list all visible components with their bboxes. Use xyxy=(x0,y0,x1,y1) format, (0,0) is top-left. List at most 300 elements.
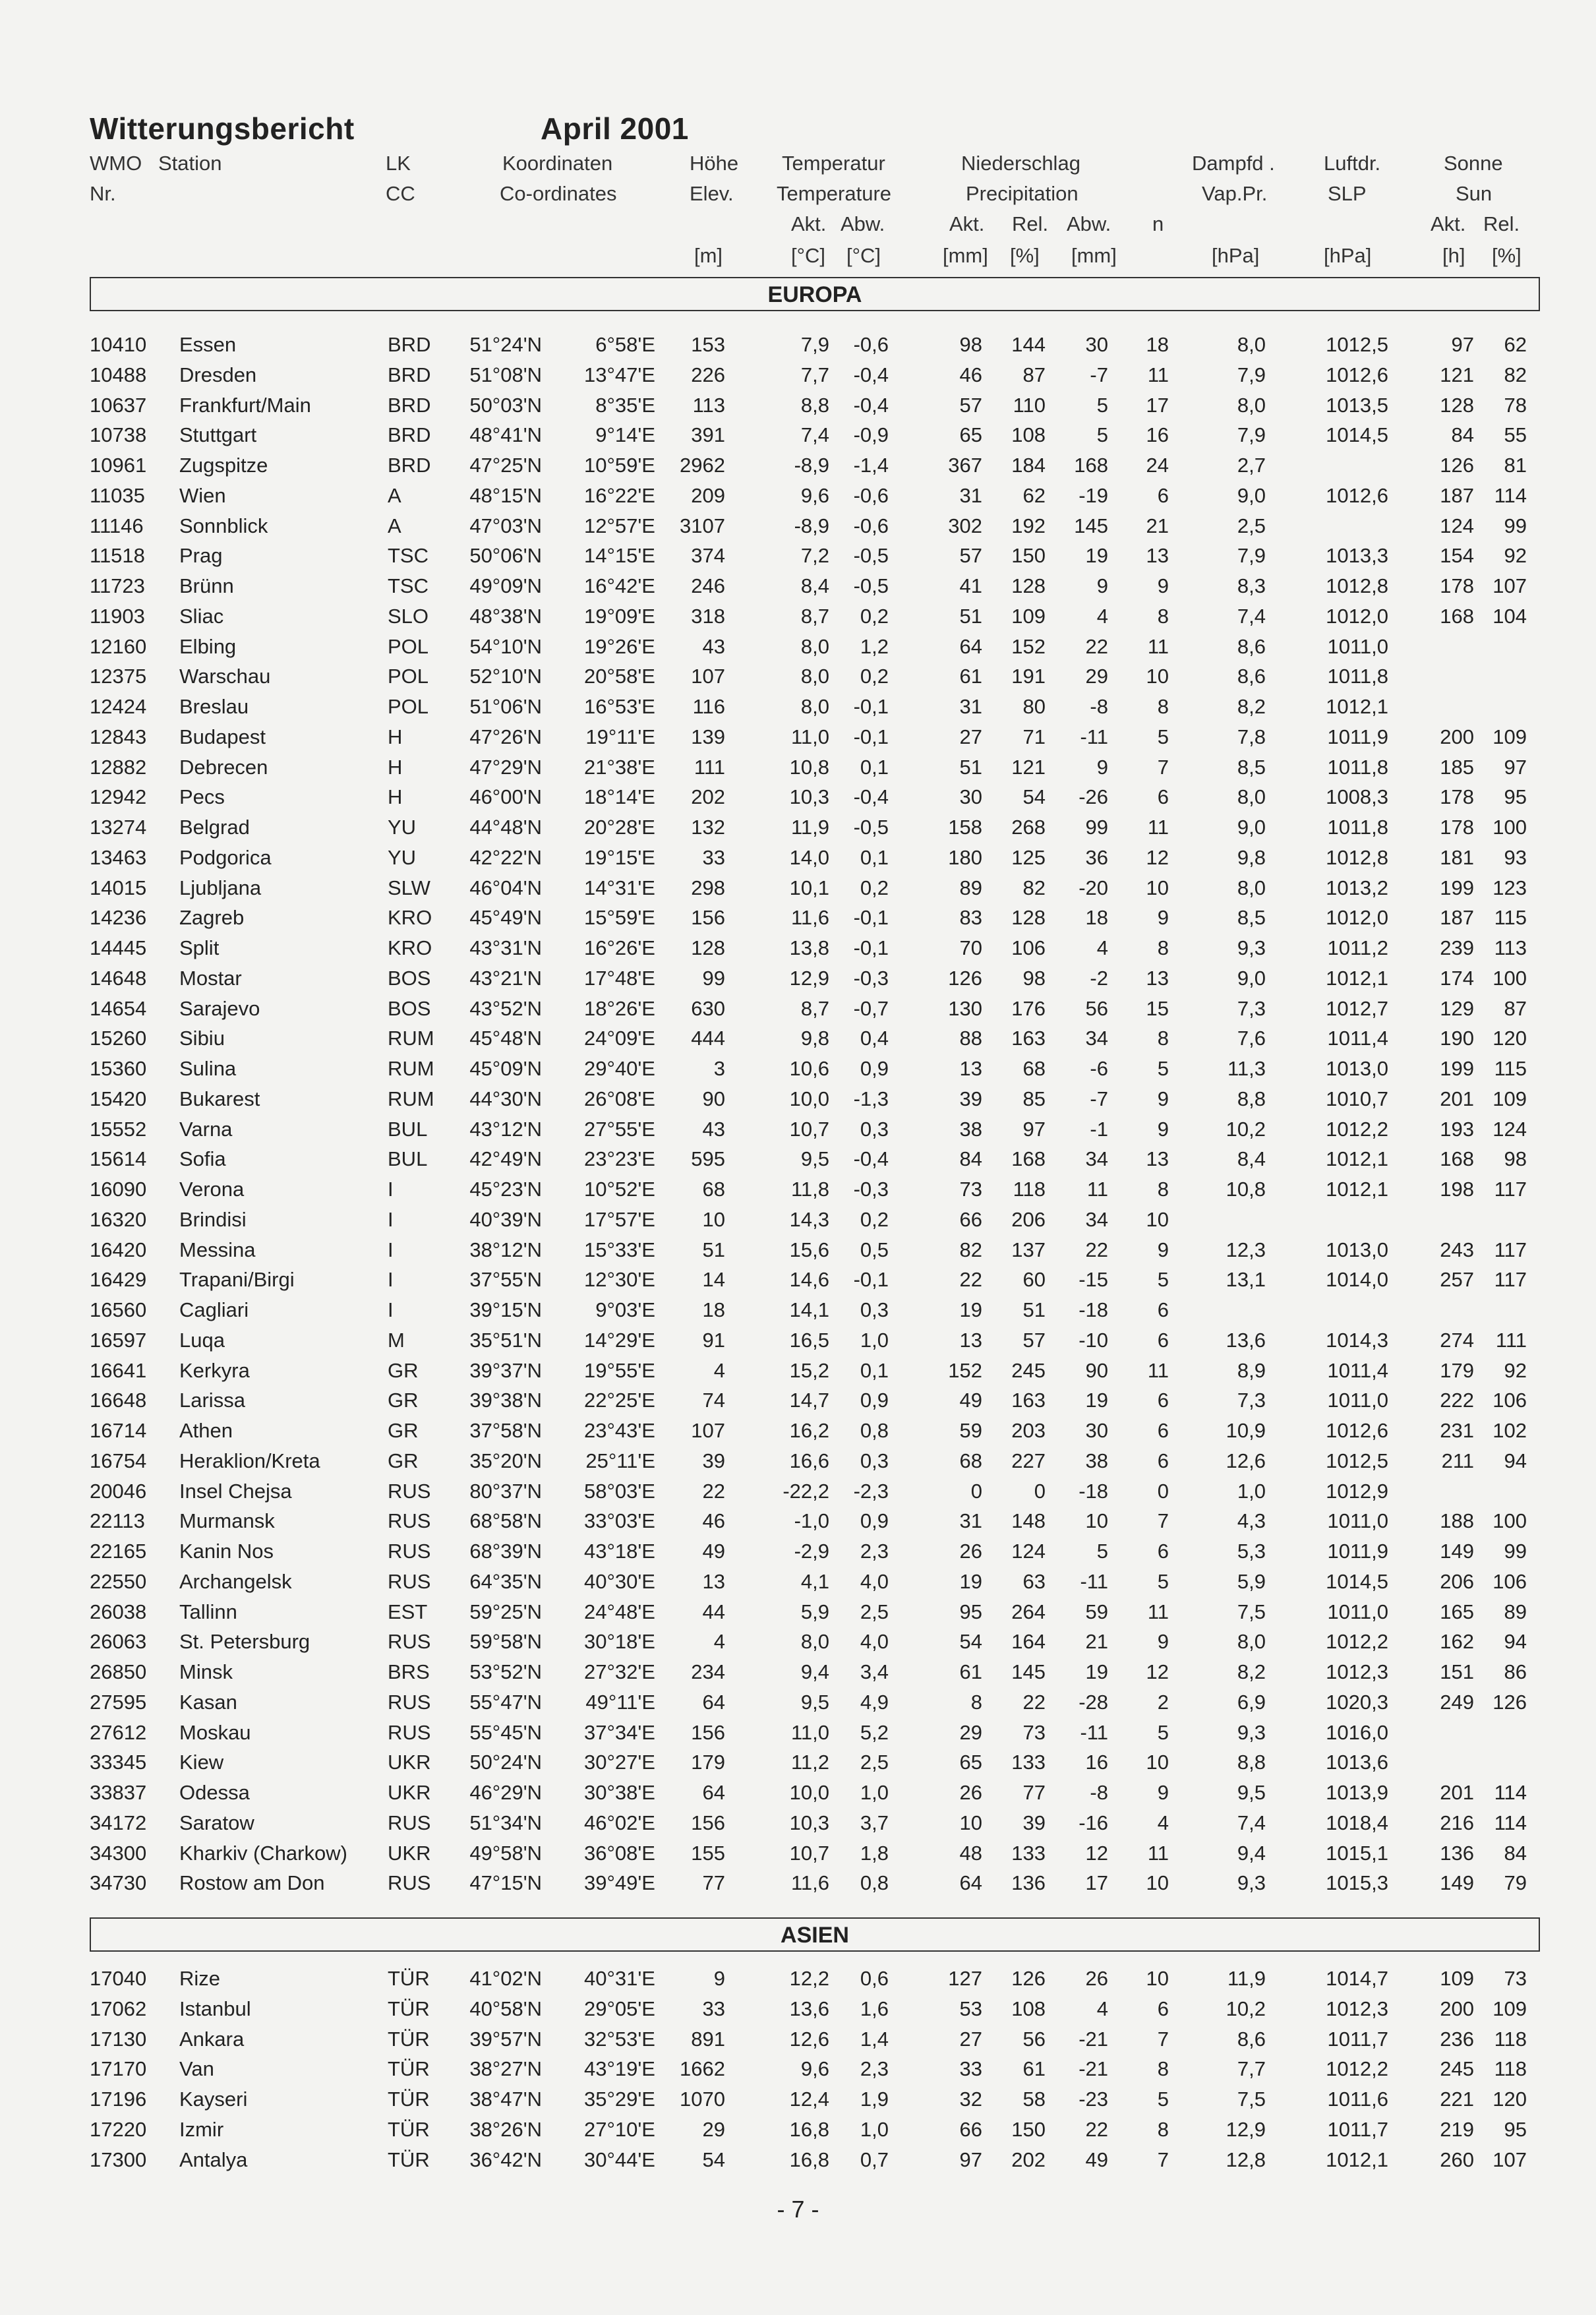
wmo-nr: 20046 xyxy=(90,1479,147,1503)
precip-rel: 176 xyxy=(1011,996,1046,1020)
country-code: RUM xyxy=(388,1087,434,1110)
precip-days: 4 xyxy=(1157,1811,1169,1834)
country-code: I xyxy=(388,1178,394,1201)
sun-rel: 104 xyxy=(1493,604,1527,628)
sun-rel: 123 xyxy=(1493,876,1527,899)
latitude: 39°37'N xyxy=(469,1358,542,1382)
temp-abw: -0,4 xyxy=(853,785,889,809)
temp-akt: 11,0 xyxy=(790,1720,829,1744)
temp-akt: 11,8 xyxy=(790,1178,829,1201)
temp-akt: 16,8 xyxy=(789,2148,829,2171)
temp-akt: 8,0 xyxy=(800,634,829,658)
station-name: Mostar xyxy=(179,966,242,990)
temp-akt: 10,3 xyxy=(789,1811,829,1834)
precip-akt: 19 xyxy=(959,1298,982,1321)
elevation: 153 xyxy=(691,333,725,356)
precip-abw: -26 xyxy=(1079,785,1108,809)
precip-akt: 19 xyxy=(959,1569,982,1593)
table-row xyxy=(0,876,1596,905)
elevation: 43 xyxy=(702,1117,725,1141)
temp-abw: -0,1 xyxy=(853,936,889,959)
temp-abw: -0,1 xyxy=(853,1268,889,1292)
precip-rel: 163 xyxy=(1011,1027,1046,1050)
country-code: A xyxy=(388,483,401,507)
table-row xyxy=(0,1208,1596,1237)
vapour-pressure: 8,9 xyxy=(1237,1358,1266,1382)
elevation: 77 xyxy=(702,1871,725,1895)
temp-abw: 0,4 xyxy=(860,1027,889,1050)
precip-abw: 36 xyxy=(1085,845,1108,869)
precip-days: 10 xyxy=(1146,1751,1169,1774)
precip-days: 8 xyxy=(1157,1027,1169,1050)
precip-days: 8 xyxy=(1157,1178,1169,1201)
latitude: 47°25'N xyxy=(469,454,542,477)
elevation: 246 xyxy=(691,574,725,597)
elevation: 107 xyxy=(691,665,725,688)
precip-akt: 0 xyxy=(970,1479,982,1503)
wmo-nr: 17220 xyxy=(90,2117,147,2141)
sea-level-pressure: 1013,3 xyxy=(1326,544,1388,568)
temp-abw: 4,0 xyxy=(860,1630,889,1654)
precip-days: 12 xyxy=(1146,845,1169,869)
longitude: 30°38'E xyxy=(584,1781,655,1804)
precip-akt: 65 xyxy=(959,423,982,447)
table-row xyxy=(0,1087,1596,1116)
elevation: 179 xyxy=(691,1751,725,1774)
precip-rel: 168 xyxy=(1011,1147,1046,1171)
sea-level-pressure: 1012,2 xyxy=(1326,1630,1388,1654)
station-name: Izmir xyxy=(179,2117,224,2141)
latitude: 43°52'N xyxy=(469,996,542,1020)
precip-abw: 4 xyxy=(1096,604,1108,628)
temp-abw: -0,6 xyxy=(853,514,889,537)
precip-days: 6 xyxy=(1157,1298,1169,1321)
precip-abw: 5 xyxy=(1096,423,1108,447)
precip-days: 6 xyxy=(1157,1419,1169,1442)
vapour-pressure: 8,5 xyxy=(1237,906,1266,930)
sea-level-pressure: 1013,0 xyxy=(1326,1238,1388,1261)
table-row xyxy=(0,1027,1596,1056)
precip-abw: 59 xyxy=(1085,1600,1108,1623)
longitude: 19°11'E xyxy=(585,725,655,748)
elevation: 202 xyxy=(691,785,725,809)
sun-rel: 102 xyxy=(1493,1419,1527,1442)
elevation: 39 xyxy=(702,1449,725,1472)
precip-days: 0 xyxy=(1157,1479,1169,1503)
vapour-pressure: 7,9 xyxy=(1237,544,1266,568)
temp-abw: -2,3 xyxy=(853,1479,889,1503)
precip-abw: -7 xyxy=(1090,1087,1108,1110)
precip-abw: 22 xyxy=(1085,634,1108,658)
vapour-pressure: 10,8 xyxy=(1226,1178,1266,1201)
station-name: Frankfurt/Main xyxy=(179,393,311,417)
precip-days: 12 xyxy=(1146,1660,1169,1683)
wmo-nr: 16597 xyxy=(90,1328,147,1352)
longitude: 12°30'E xyxy=(584,1268,655,1292)
table-row xyxy=(0,1057,1596,1086)
temp-abw: 2,3 xyxy=(860,2057,889,2081)
precip-abw: 34 xyxy=(1085,1147,1108,1171)
temp-akt: 8,8 xyxy=(800,393,829,417)
temp-abw: 0,8 xyxy=(860,1871,889,1895)
table-row xyxy=(0,1389,1596,1418)
temp-abw: 0,6 xyxy=(860,1967,889,1990)
temp-abw: 0,2 xyxy=(860,1207,889,1231)
precip-rel: 71 xyxy=(1022,725,1046,748)
sea-level-pressure: 1011,9 xyxy=(1327,725,1388,748)
precip-rel: 128 xyxy=(1011,574,1046,597)
precip-days: 8 xyxy=(1157,936,1169,959)
sun-akt: 185 xyxy=(1440,755,1474,779)
sea-level-pressure: 1008,3 xyxy=(1326,785,1388,809)
wmo-nr: 14654 xyxy=(90,996,147,1020)
temp-abw: 1,2 xyxy=(860,634,889,658)
sun-akt: 109 xyxy=(1440,1967,1474,1990)
temp-abw: 4,9 xyxy=(860,1690,889,1714)
longitude: 30°44'E xyxy=(584,2148,655,2171)
wmo-nr: 11903 xyxy=(90,604,145,628)
wmo-nr: 27595 xyxy=(90,1690,147,1714)
longitude: 24°09'E xyxy=(584,1027,655,1050)
hdr-vap: Dampfd . xyxy=(1192,152,1275,175)
country-code: TÜR xyxy=(388,2117,430,2141)
country-code: RUM xyxy=(388,1027,434,1050)
country-code: RUS xyxy=(388,1569,431,1593)
sun-rel: 78 xyxy=(1504,393,1527,417)
vapour-pressure: 7,7 xyxy=(1237,2057,1266,2081)
sea-level-pressure: 1011,8 xyxy=(1327,665,1388,688)
wmo-nr: 34172 xyxy=(90,1811,147,1834)
sea-level-pressure: 1012,2 xyxy=(1326,2057,1388,2081)
table-row xyxy=(0,1600,1596,1629)
hdr-lk: LK xyxy=(386,152,411,175)
elevation: 209 xyxy=(691,483,725,507)
station-name: Luqa xyxy=(179,1328,225,1352)
temp-akt: 12,2 xyxy=(789,1967,829,1990)
latitude: 43°31'N xyxy=(469,936,542,959)
latitude: 48°41'N xyxy=(469,423,542,447)
precip-rel: 54 xyxy=(1022,785,1046,809)
temp-akt: 11,6 xyxy=(790,1871,829,1895)
elevation: 1070 xyxy=(680,2088,725,2111)
table-row xyxy=(0,1329,1596,1358)
temp-akt: 10,3 xyxy=(789,785,829,809)
precip-akt: 22 xyxy=(959,1268,982,1292)
precip-akt: 13 xyxy=(959,1328,982,1352)
precip-akt: 57 xyxy=(959,393,982,417)
wmo-nr: 16648 xyxy=(90,1389,147,1412)
country-code: I xyxy=(388,1268,394,1292)
station-name: Sonnblick xyxy=(179,514,268,537)
longitude: 16°26'E xyxy=(584,936,655,959)
precip-abw: -21 xyxy=(1079,2027,1108,2051)
sun-rel: 113 xyxy=(1494,936,1527,959)
temp-akt: 9,5 xyxy=(800,1690,829,1714)
vapour-pressure: 8,3 xyxy=(1237,574,1266,597)
latitude: 43°21'N xyxy=(469,966,542,990)
sun-akt: 200 xyxy=(1440,725,1474,748)
precip-akt: 26 xyxy=(959,1540,982,1563)
sun-akt: 231 xyxy=(1440,1419,1474,1442)
latitude: 44°48'N xyxy=(469,816,542,839)
sun-rel: 117 xyxy=(1494,1178,1527,1201)
latitude: 49°58'N xyxy=(469,1841,542,1865)
precip-rel: 56 xyxy=(1022,2027,1046,2051)
wmo-nr: 10410 xyxy=(90,333,147,356)
station-name: Moskau xyxy=(179,1720,251,1744)
precip-akt: 33 xyxy=(959,2057,982,2081)
precip-days: 24 xyxy=(1146,454,1169,477)
station-name: Van xyxy=(179,2057,214,2081)
temp-abw: -0,1 xyxy=(853,725,889,748)
sun-rel: 118 xyxy=(1494,2027,1527,2051)
precip-days: 9 xyxy=(1157,906,1169,930)
elevation: 156 xyxy=(691,906,725,930)
precip-rel: 128 xyxy=(1011,906,1046,930)
temp-abw: -0,7 xyxy=(853,996,889,1020)
table-row xyxy=(0,2148,1596,2177)
hdr-sun: Sonne xyxy=(1444,152,1503,175)
temp-abw: -0,5 xyxy=(853,816,889,839)
wmo-nr: 33345 xyxy=(90,1751,147,1774)
country-code: H xyxy=(388,725,403,748)
precip-abw: 145 xyxy=(1074,514,1108,537)
elevation: 234 xyxy=(691,1660,725,1683)
precip-akt: 61 xyxy=(959,665,982,688)
precip-rel: 109 xyxy=(1011,604,1046,628)
longitude: 27°55'E xyxy=(584,1117,655,1141)
sun-akt: 149 xyxy=(1440,1871,1474,1895)
table-row xyxy=(0,2118,1596,2147)
temp-abw: -0,4 xyxy=(853,1147,889,1171)
longitude: 17°57'E xyxy=(584,1207,655,1231)
station-name: Sibiu xyxy=(179,1027,225,1050)
elevation: 29 xyxy=(702,2117,725,2141)
precip-akt: 180 xyxy=(948,845,982,869)
country-code: TÜR xyxy=(388,2027,430,2051)
sun-rel: 99 xyxy=(1504,1540,1527,1563)
sun-rel: 100 xyxy=(1493,816,1527,839)
vapour-pressure: 7,6 xyxy=(1237,1027,1266,1050)
station-name: Antalya xyxy=(179,2148,248,2171)
station-name: Odessa xyxy=(179,1781,250,1804)
precip-rel: 136 xyxy=(1011,1871,1046,1895)
precip-akt: 38 xyxy=(959,1117,982,1141)
station-name: Breslau xyxy=(179,695,249,718)
latitude: 53°52'N xyxy=(469,1660,542,1683)
precip-rel: 150 xyxy=(1011,544,1046,568)
temp-abw: 4,0 xyxy=(860,1569,889,1593)
precip-abw: 4 xyxy=(1096,936,1108,959)
temp-akt: 15,6 xyxy=(789,1238,829,1261)
country-code: GR xyxy=(388,1449,419,1472)
country-code: I xyxy=(388,1238,394,1261)
wmo-nr: 10488 xyxy=(90,363,147,386)
station-name: Athen xyxy=(179,1419,233,1442)
precip-abw: -15 xyxy=(1079,1268,1108,1292)
elevation: 33 xyxy=(702,1997,725,2020)
precip-rel: 110 xyxy=(1013,393,1046,417)
sea-level-pressure: 1011,0 xyxy=(1327,1509,1388,1533)
precip-akt: 54 xyxy=(959,1630,982,1654)
unit-t-akt: [°C] xyxy=(791,244,826,267)
sun-rel: 62 xyxy=(1504,333,1527,356)
precip-days: 10 xyxy=(1146,1967,1169,1990)
vapour-pressure: 12,6 xyxy=(1226,1449,1266,1472)
precip-abw: 30 xyxy=(1085,333,1108,356)
sun-rel: 118 xyxy=(1494,2057,1527,2081)
wmo-nr: 12882 xyxy=(90,755,147,779)
wmo-nr: 12942 xyxy=(90,785,147,809)
sun-akt: 211 xyxy=(1441,1449,1474,1472)
precip-rel: 245 xyxy=(1011,1358,1046,1382)
precip-rel: 126 xyxy=(1011,1967,1046,1990)
precip-days: 18 xyxy=(1146,333,1169,356)
precip-days: 8 xyxy=(1157,604,1169,628)
sea-level-pressure: 1010,7 xyxy=(1326,1087,1388,1110)
temp-akt: 16,8 xyxy=(789,2117,829,2141)
station-name: St. Petersburg xyxy=(179,1630,310,1654)
vapour-pressure: 12,3 xyxy=(1226,1238,1266,1261)
sun-akt: 219 xyxy=(1440,2117,1474,2141)
sun-akt: 236 xyxy=(1440,2027,1474,2051)
station-name: Istanbul xyxy=(179,1997,251,2020)
longitude: 9°14'E xyxy=(595,423,655,447)
sea-level-pressure: 1011,4 xyxy=(1327,1027,1388,1050)
elevation: 318 xyxy=(691,604,725,628)
wmo-nr: 26850 xyxy=(90,1660,147,1683)
longitude: 30°27'E xyxy=(584,1751,655,1774)
precip-rel: 108 xyxy=(1011,1997,1046,2020)
sun-akt: 128 xyxy=(1440,393,1474,417)
elevation: 4 xyxy=(713,1630,725,1654)
longitude: 15°59'E xyxy=(584,906,655,930)
longitude: 20°28'E xyxy=(584,816,655,839)
section-title: EUROPA xyxy=(767,282,862,307)
latitude: 68°39'N xyxy=(469,1540,542,1563)
temp-akt: 11,0 xyxy=(790,725,829,748)
sun-rel: 82 xyxy=(1504,363,1527,386)
vapour-pressure: 10,2 xyxy=(1226,1117,1266,1141)
hdr-coordinates: Co-ordinates xyxy=(500,182,617,205)
elevation: 91 xyxy=(702,1328,725,1352)
sea-level-pressure: 1011,0 xyxy=(1327,1389,1388,1412)
unit-slp: [hPa] xyxy=(1324,244,1372,267)
sun-rel: 89 xyxy=(1504,1600,1527,1623)
wmo-nr: 11035 xyxy=(90,483,145,507)
vapour-pressure: 7,8 xyxy=(1237,725,1266,748)
precip-akt: 64 xyxy=(959,1871,982,1895)
elevation: 49 xyxy=(702,1540,725,1563)
precip-abw: 56 xyxy=(1085,996,1108,1020)
precip-rel: 22 xyxy=(1022,1690,1046,1714)
temp-abw: 3,4 xyxy=(860,1660,889,1683)
wmo-nr: 16754 xyxy=(90,1449,147,1472)
temp-abw: -1,3 xyxy=(853,1087,889,1110)
longitude: 39°49'E xyxy=(584,1871,655,1895)
vapour-pressure: 12,8 xyxy=(1226,2148,1266,2171)
wmo-nr: 17130 xyxy=(90,2027,147,2051)
elevation: 298 xyxy=(691,876,725,899)
precip-days: 6 xyxy=(1157,1997,1169,2020)
sun-rel: 92 xyxy=(1504,1358,1527,1382)
station-name: Debrecen xyxy=(179,755,268,779)
sun-akt: 245 xyxy=(1440,2057,1474,2081)
precip-rel: 133 xyxy=(1011,1751,1046,1774)
temp-akt: 8,0 xyxy=(800,665,829,688)
precip-rel: 206 xyxy=(1011,1207,1046,1231)
precip-akt: 130 xyxy=(948,996,982,1020)
temp-abw: 1,6 xyxy=(860,1997,889,2020)
temp-abw: 0,3 xyxy=(860,1298,889,1321)
precip-days: 7 xyxy=(1157,2027,1169,2051)
wmo-nr: 17196 xyxy=(90,2088,147,2111)
sun-rel: 99 xyxy=(1504,514,1527,537)
precip-rel: 133 xyxy=(1011,1841,1046,1865)
wmo-nr: 10637 xyxy=(90,393,147,417)
temp-akt: 8,0 xyxy=(800,1630,829,1654)
temp-abw: 1,4 xyxy=(860,2027,889,2051)
vapour-pressure: 7,5 xyxy=(1237,2088,1266,2111)
table-row xyxy=(0,906,1596,935)
precip-rel: 82 xyxy=(1022,876,1046,899)
sun-rel: 95 xyxy=(1504,785,1527,809)
table-row xyxy=(0,1540,1596,1569)
sun-rel: 109 xyxy=(1493,1997,1527,2020)
sun-rel: 86 xyxy=(1504,1660,1527,1683)
hdr-slp: Luftdr. xyxy=(1324,152,1381,175)
vapour-pressure: 11,3 xyxy=(1227,1057,1266,1080)
sun-akt: 198 xyxy=(1440,1178,1474,1201)
sun-akt: 181 xyxy=(1440,845,1474,869)
temp-akt: 10,8 xyxy=(789,755,829,779)
elevation: 64 xyxy=(702,1690,725,1714)
station-name: Zugspitze xyxy=(179,454,268,477)
sun-rel: 114 xyxy=(1494,1781,1527,1804)
temp-akt: 9,8 xyxy=(800,1027,829,1050)
temp-akt: 8,7 xyxy=(800,604,829,628)
sea-level-pressure: 1013,6 xyxy=(1326,1751,1388,1774)
sun-rel: 98 xyxy=(1504,1147,1527,1171)
hdr-coord: Koordinaten xyxy=(502,152,613,175)
precip-akt: 158 xyxy=(948,816,982,839)
sea-level-pressure: 1012,1 xyxy=(1326,2148,1388,2171)
temp-akt: 11,2 xyxy=(790,1751,829,1774)
sea-level-pressure: 1018,4 xyxy=(1326,1811,1388,1834)
temp-akt: 13,8 xyxy=(789,936,829,959)
precip-days: 21 xyxy=(1146,514,1169,537)
temp-akt: -2,9 xyxy=(794,1540,829,1563)
sun-akt: 239 xyxy=(1440,936,1474,959)
latitude: 37°58'N xyxy=(469,1419,542,1442)
country-code: TSC xyxy=(388,544,429,568)
country-code: BRD xyxy=(388,363,431,386)
temp-abw: 0,2 xyxy=(860,604,889,628)
precip-abw: 22 xyxy=(1085,1238,1108,1261)
precip-abw: 12 xyxy=(1085,1841,1108,1865)
hdr-vappr: Vap.Pr. xyxy=(1202,182,1268,205)
station-name: Ankara xyxy=(179,2027,245,2051)
precip-days: 6 xyxy=(1157,1328,1169,1352)
latitude: 47°29'N xyxy=(469,755,542,779)
sun-akt: 149 xyxy=(1440,1540,1474,1563)
wmo-nr: 15420 xyxy=(90,1087,147,1110)
precip-akt: 39 xyxy=(959,1087,982,1110)
precip-rel: 85 xyxy=(1022,1087,1046,1110)
elevation: 156 xyxy=(691,1811,725,1834)
precip-akt: 29 xyxy=(959,1720,982,1744)
country-code: RUS xyxy=(388,1540,431,1563)
